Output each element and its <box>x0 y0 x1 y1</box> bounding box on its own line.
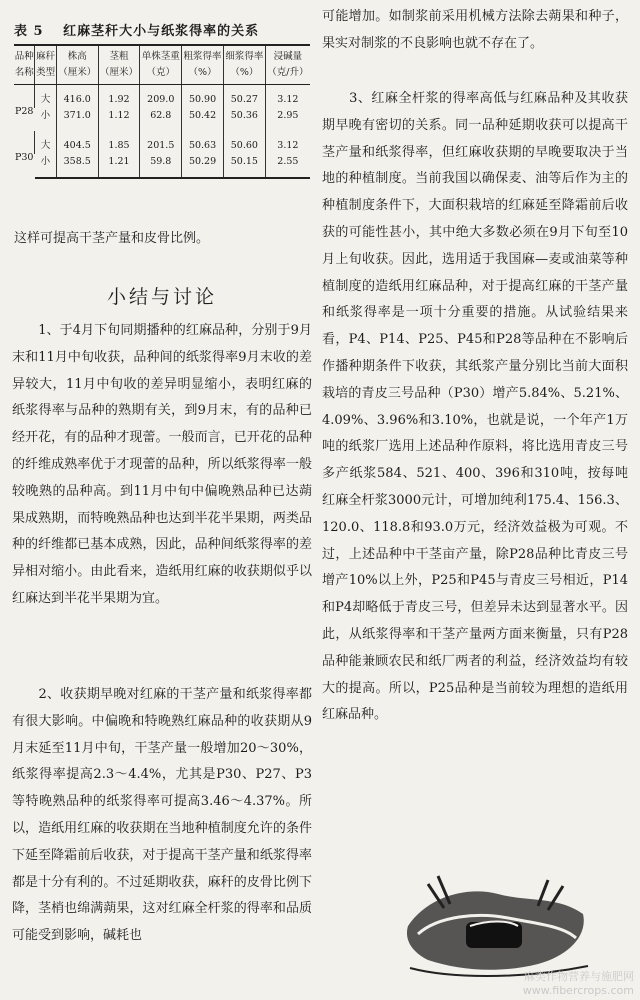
table-header-cell: （厘米） <box>98 65 140 85</box>
variety-cell: P30 <box>14 152 34 163</box>
table-cell: 2.55 <box>265 154 310 178</box>
table-cell: 50.29 <box>182 154 224 178</box>
table-cell: 50.27 <box>223 85 265 109</box>
table-cell: 50.63 <box>182 131 224 154</box>
paragraph-3: 3、红麻全杆浆的得率高低与红麻品种及其收获期早晚有密切的关系。同一品种延期收获可以提高干茎产量和纸浆得率，但红麻收获期的早晚要取决于当地的种植制度。当前我国以确保麦、油等后作为主的种植制度条件下，大面积栽培的红麻延至降霜前后收获的可能性甚小，其中绝大多数必须在9月下旬至10月上旬收获。因此，选用适于我国麻—麦或油菜等种植制度的造纸用红麻品种，对于提高红麻的干茎产量和纸浆得率是一项十分重要的措施。从试验结果来看，P4、P14、P25、P45和P28等品种在不影响后作播种期条件下收获，其纸浆产量分别比当前大面积栽培的青皮三号品种（P30）增产5.84%、5.21%、4.09%、3.96%和3.10%，也就是说，一个年产1万吨的纸浆厂选用上述品种作原料，将比选用青皮三号多产纸浆584、521、400、396和310吨，按每吨红麻全杆浆3000元计，可增加纯利175.4、156.3、120.0、118.8和93.0万元，经济效益极为可观。不过，上述品种中干茎亩产量，除P28品种比青皮三号增产10%以上外，P25和P45与青皮三号相近，P14和P4却略低于青皮三号，但差异未达到显著水平。因此，从纸浆得率和干茎产量两方面来衡量，只有P28品种能兼顾农民和纸厂两者的利益，经济效益均有较大的提高。所以，P25品种是当前较为理想的造纸用红麻品种。 <box>322 91 628 723</box>
table-header-cell: （克） <box>140 65 182 85</box>
table-cell: 3.12 <box>265 85 310 109</box>
table-row <box>14 131 310 154</box>
table-cell: 小 <box>40 110 51 121</box>
table-cell: 404.5 <box>56 131 98 154</box>
table-cell: 201.5 <box>140 131 182 154</box>
table-cell: 371.0 <box>56 108 98 131</box>
table-header-row <box>14 65 310 85</box>
table-cell: 1.21 <box>98 154 140 178</box>
table-cell: 1.12 <box>98 108 140 131</box>
table-cell: 2.95 <box>265 108 310 131</box>
table-cell: 209.0 <box>140 85 182 109</box>
table-header-cell: 粗浆得率 <box>182 45 224 65</box>
table-header-row <box>14 45 310 65</box>
table-row <box>14 85 310 109</box>
ink-illustration <box>398 856 596 982</box>
table-header-cell: 浸碱量 <box>265 45 310 65</box>
table-header-cell: （%） <box>182 65 224 85</box>
after-table-text: 这样可提高干茎产量和皮骨比例。 <box>14 231 210 246</box>
data-table <box>14 44 310 179</box>
paragraph-1: 1、于4月下旬同期播种的红麻品种，分别于9月末和11月中旬收获，品种间的纸浆得率9月末收的差异较大，11月中旬收的差异明显缩小，表明红麻的纸浆得率与品种的熟期有关，到9月末，有的品种已经开花，有的品种才现蕾。一般而言，已开花的品种的纤维成熟率优于才现蕾的品种，所以纸浆得率一般较晚熟的品种高。到11月中旬中偏晚熟品种已达蒴果成熟期，而特晚熟品种也达到半花半果期，两类品种的纤维都已基本成熟，因此，品种间纸浆得率的差异相对缩小。由此看来，造纸用红麻的收获期似乎以红麻达到半花半果期为宜。 <box>12 323 312 606</box>
paragraph-2: 2、收获期早晚对红麻的干茎产量和纸浆得率都有很大影响。中偏晚和特晚熟红麻品种的收获期从9月末延至11月中旬，干茎产量一般增加20～30%，纸浆得率提高2.3～4.4%，尤其是P30、P27、P3等特晚熟品种的纸浆得率可提高3.46～4.37%。所以，造纸用红麻的收获期在当地种植制度允许的条件下延至降霜前后收获，对于提高干茎产量和纸浆得率都是十分有利的。不过延期收获，麻秆的皮骨比例下降，茎梢也绵满蒴果，这对红麻全杆浆的得率和品质可能受到影响，碱耗也 <box>12 687 312 944</box>
watermark-line: 麻类作物营养与施肥网 <box>524 970 634 983</box>
table-header-cell: 类型 <box>35 65 56 85</box>
watermark-line: www.fibercrops.com <box>522 984 634 997</box>
table-cell: 小 <box>35 154 56 178</box>
table-header-cell: （%） <box>223 65 265 85</box>
variety-cell: P28 <box>14 105 34 117</box>
table-header-cell: （克/升） <box>265 65 310 85</box>
table-cell: 50.15 <box>223 154 265 178</box>
table-header-cell: 茎粗 <box>98 45 140 65</box>
table-cell: 416.0 <box>56 85 98 109</box>
table-row <box>14 108 310 131</box>
table-cell: 50.60 <box>223 131 265 154</box>
table-cell: 59.8 <box>140 154 182 178</box>
table-header-cell: 麻秆 <box>35 45 56 65</box>
table-cell: 50.90 <box>182 85 224 109</box>
table-header-cell: 株高 <box>56 45 98 65</box>
table-header-cell: 品种 <box>14 45 35 65</box>
table-cell: 50.42 <box>182 108 224 131</box>
watermark <box>523 970 634 998</box>
table-header-cell: 单株茎重 <box>140 45 182 65</box>
table-cell: 62.8 <box>140 108 182 131</box>
table-header-cell: 名称 <box>14 65 35 85</box>
table-cell: 1.92 <box>98 85 140 109</box>
table-header-cell: 细浆得率 <box>223 45 265 65</box>
table-cell: 1.85 <box>98 131 140 154</box>
table-cell: 3.12 <box>265 131 310 154</box>
section-title: 小结与讨论 <box>106 286 217 308</box>
paragraph-2-continued: 可能增加。如制浆前采用机械方法除去蒴果和种子，果实对制浆的不良影响也就不存在了。 <box>322 9 628 51</box>
table-cell: 大 <box>35 131 56 154</box>
table-cell: 50.36 <box>223 108 265 131</box>
table-row <box>14 154 310 178</box>
table-header-cell: （厘米） <box>56 65 98 85</box>
table-cell: 大 <box>35 85 56 109</box>
table-caption: 表 5 红麻茎秆大小与纸浆得率的关系 <box>14 24 260 39</box>
table-cell: 358.5 <box>56 154 98 178</box>
